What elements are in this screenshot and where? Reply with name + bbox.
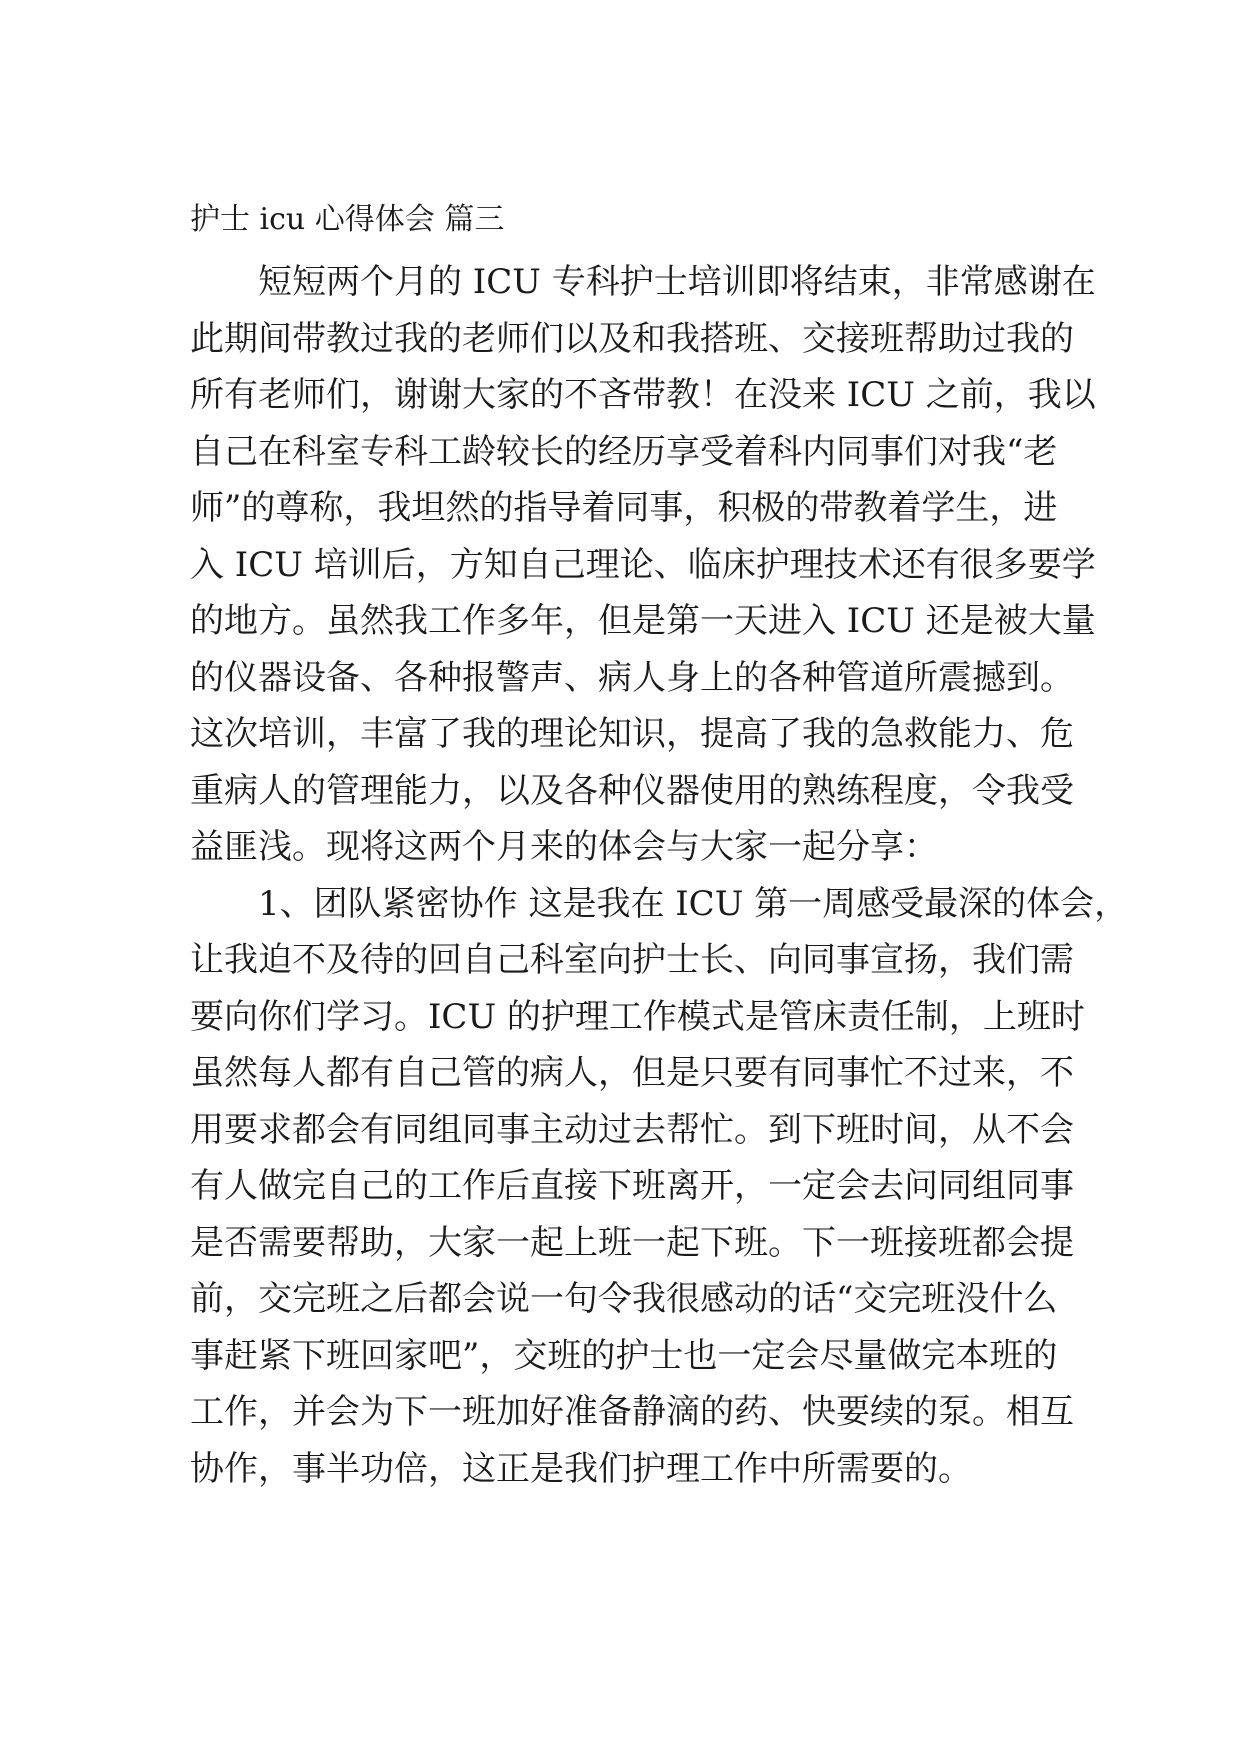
paragraph-line: 前，交完班之后都会说一句令我很感动的话“交完班没什么 <box>190 1279 1058 1319</box>
paragraph-line: 1、团队紧密协作 这是我在 ICU 第一周感受最深的体会， <box>258 883 1129 924</box>
paragraph-line: 所有老师们，谢谢大家的不吝带教！在没来 ICU 之前，我以 <box>190 375 1096 415</box>
paragraph-line: 入 ICU 培训后，方知自己理论、临床护理技术还有很多要学 <box>190 544 1096 585</box>
document-body <box>190 200 1129 1497</box>
paragraph-line: 短短两个月的 ICU 专科护士培训即将结束，非常感谢在 <box>258 262 1096 302</box>
paragraph-line: 此期间带教过我的老师们以及和我搭班、交接班帮助过我的 <box>190 318 1074 359</box>
paragraph-line: 重病人的管理能力，以及各种仪器使用的熟练程度，令我受 <box>190 770 1074 811</box>
paragraph-line: 师”的尊称，我坦然的指导着同事，积极的带教着学生，进 <box>190 488 1058 528</box>
document-title: 护士 icu 心得体会 篇三 <box>190 202 505 237</box>
paragraph-line: 让我迫不及待的回自己科室向护士长、向同事宣扬，我们需 <box>190 940 1074 980</box>
paragraph-line: 虽然每人都有自己管的病人，但是只要有同事忙不过来，不 <box>190 1053 1074 1093</box>
paragraph-line: 自己在科室专科工龄较长的经历享受着科内同事们对我“老 <box>190 431 1058 472</box>
paragraph-teamwork <box>190 876 1129 1498</box>
paragraph-line: 要向你们学习。ICU 的护理工作模式是管床责任制，上班时 <box>190 996 1085 1037</box>
paragraph-line: 的地方。虽然我工作多年，但是第一天进入 ICU 还是被大量 <box>190 601 1096 641</box>
paragraph-line: 益匪浅。现将这两个月来的体会与大家一起分享： <box>190 827 938 867</box>
paragraph-line: 这次培训，丰富了我的理论知识，提高了我的急救能力、危 <box>190 714 1074 754</box>
paragraph-line: 工作，并会为下一班加好准备静滴的药、快要续的泵。相互 <box>190 1392 1074 1432</box>
paragraph-line: 事赶紧下班回家吧”，交班的护士也一定会尽量做完本班的 <box>190 1335 1058 1376</box>
paragraph-line: 协作，事半功倍，这正是我们护理工作中所需要的。 <box>190 1448 972 1489</box>
paragraph-line: 的仪器设备、各种报警声、病人身上的各种管道所震撼到。 <box>190 657 1074 698</box>
paragraph-line: 有人做完自己的工作后直接下班离开，一定会去问同组同事 <box>190 1166 1074 1206</box>
paragraph-line: 用要求都会有同组同事主动过去帮忙。到下班时间，从不会 <box>190 1109 1074 1150</box>
paragraph-intro <box>190 254 1096 876</box>
paragraph-line: 是否需要帮助，大家一起上班一起下班。下一班接班都会提 <box>190 1222 1074 1263</box>
